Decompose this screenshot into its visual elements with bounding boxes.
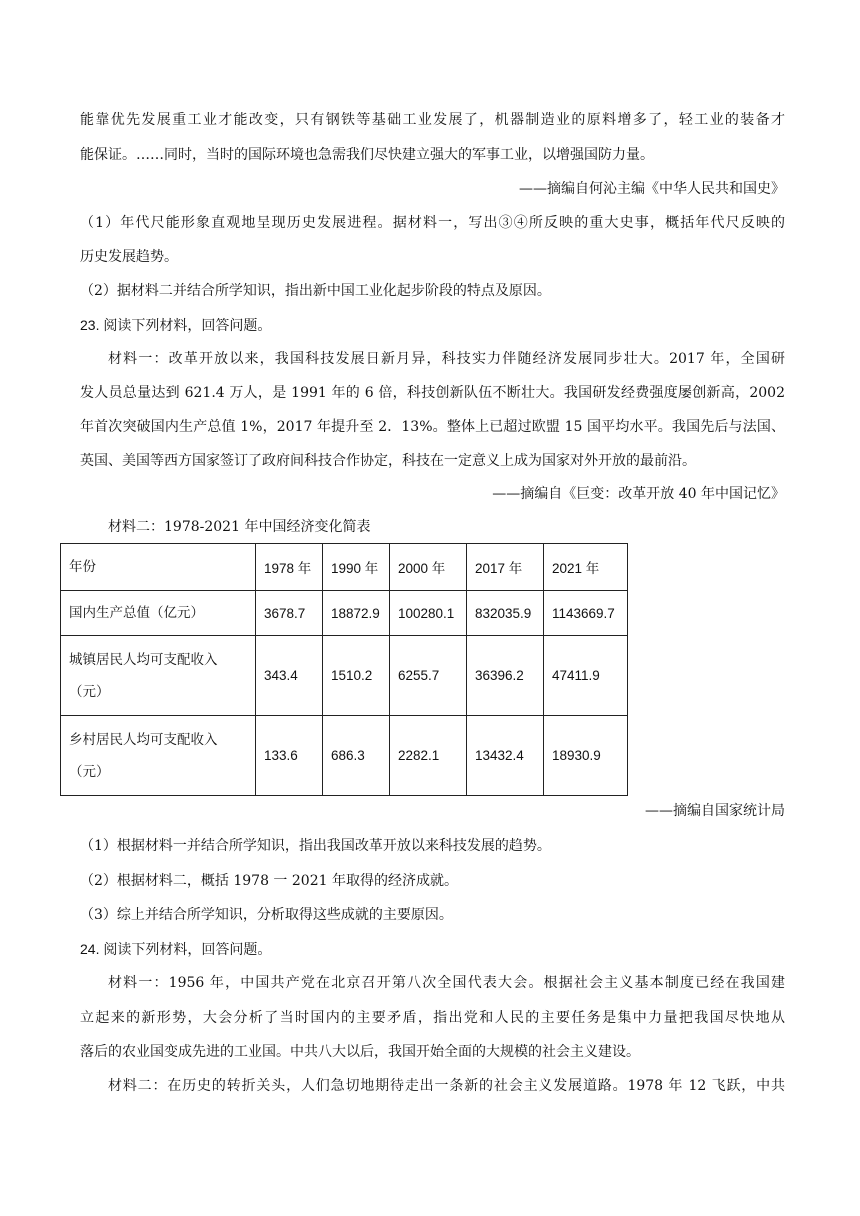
material-text-line: 年首次突破国内生产总值 1%，2017 年提升至 2．13%。整体上已超过欧盟 15 国平均水平。我国先后与法国、 [80, 419, 785, 435]
table-cell: 3678.7 [256, 591, 323, 636]
table-header-row [61, 544, 628, 591]
question-23-3: （3）综上并结合所学知识，分析取得这些成就的主要原因。 [80, 907, 453, 923]
source-citation: ——摘编自何沁主编《中华人民共和国史》 [519, 181, 785, 197]
table-header-cell: 2000 年 [390, 544, 467, 591]
table-row-label-line: （元） [69, 683, 110, 700]
material-text-line: 材料一：改革开放以来，我国科技发展日新月异，科技实力伴随经济发展同步壮大。2017 年，全国研 [108, 351, 785, 367]
table-cell: 13432.4 [467, 716, 544, 796]
table-row-label-line: 城镇居民人均可支配收入 [69, 651, 218, 668]
table-row-label: 国内生产总值（亿元） [61, 591, 256, 636]
table-cell: 343.4 [256, 636, 323, 716]
table-row-label-line: （元） [69, 763, 110, 780]
table-cell: 18872.9 [323, 591, 390, 636]
source-citation: ——摘编自《巨变：改革开放 40 年中国记忆》 [492, 486, 785, 502]
source-citation: ——摘编自国家统计局 [645, 803, 785, 819]
table-row [61, 716, 628, 796]
question-24-title: 24. 阅读下列材料，回答问题。 [80, 941, 272, 957]
material-text-line: 发人员总量达到 621.4 万人，是 1991 年的 6 倍，科技创新队伍不断壮大。我国研发经费强度屡创新高，2002 [80, 385, 785, 401]
table-row-label-line: 乡村居民人均可支配收入 [69, 731, 218, 748]
table-header-cell: 1990 年 [323, 544, 390, 591]
table-cell: 47411.9 [544, 636, 628, 716]
material-text-line: 立起来的新形势，大会分析了当时国内的主要矛盾，指出党和人民的主要任务是集中力量把我国尽快地从 [80, 1010, 785, 1026]
table-cell: 832035.9 [467, 591, 544, 636]
table-row [61, 636, 628, 716]
question-23-2: （2）根据材料二，概括 1978 一 2021 年取得的经济成就。 [80, 873, 458, 889]
table-header-cell: 2021 年 [544, 544, 628, 591]
material-text-line: 材料一：1956 年，中国共产党在北京召开第八次全国代表大会。根据社会主义基本制度已经在我国建 [108, 975, 785, 991]
material-text-line: 能保证。……同时，当时的国际环境也急需我们尽快建立强大的军事工业，以增强国防力量。 [80, 147, 654, 163]
table-cell: 1143669.7 [544, 591, 628, 636]
question-22-1: （1）年代尺能形象直观地呈现历史发展进程。据材料一，写出③④所反映的重大史事，概括年代尺反映的 [80, 215, 785, 231]
table-header-cell: 1978 年 [256, 544, 323, 591]
table-cell: 1510.2 [323, 636, 390, 716]
table-cell: 18930.9 [544, 716, 628, 796]
question-23-1: （1）根据材料一并结合所学知识，指出我国改革开放以来科技发展的趋势。 [80, 838, 551, 854]
table-row-label [61, 636, 256, 716]
table-caption: 材料二：1978-2021 年中国经济变化简表 [108, 519, 371, 535]
table-cell: 36396.2 [467, 636, 544, 716]
table-cell: 686.3 [323, 716, 390, 796]
question-23-title: 23. 阅读下列材料，回答问题。 [80, 317, 272, 333]
table-row [61, 591, 628, 636]
table-header-cell: 2017 年 [467, 544, 544, 591]
question-22-2: （2）据材料二并结合所学知识，指出新中国工业化起步阶段的特点及原因。 [80, 283, 551, 299]
table-cell: 2282.1 [390, 716, 467, 796]
table-cell: 6255.7 [390, 636, 467, 716]
economy-table [60, 543, 628, 796]
material-text-line: 落后的农业国变成先进的工业国。中共八大以后，我国开始全面的大规模的社会主义建设。 [80, 1044, 640, 1060]
question-22-1-cont: 历史发展趋势。 [80, 249, 178, 265]
table-header-cell: 年份 [61, 544, 256, 591]
table-row-label [61, 716, 256, 796]
material-text-line: 材料二：在历史的转折关头，人们急切地期待走出一条新的社会主义发展道路。1978 年 12 飞跃，中共 [108, 1078, 785, 1094]
table-cell: 133.6 [256, 716, 323, 796]
table-cell: 100280.1 [390, 591, 467, 636]
material-text-line: 英国、美国等西方国家签订了政府间科技合作协定，科技在一定意义上成为国家对外开放的最前沿。 [80, 453, 696, 469]
material-text-line: 能靠优先发展重工业才能改变，只有钢铁等基础工业发展了，机器制造业的原料增多了，轻工业的装备才 [80, 112, 785, 128]
